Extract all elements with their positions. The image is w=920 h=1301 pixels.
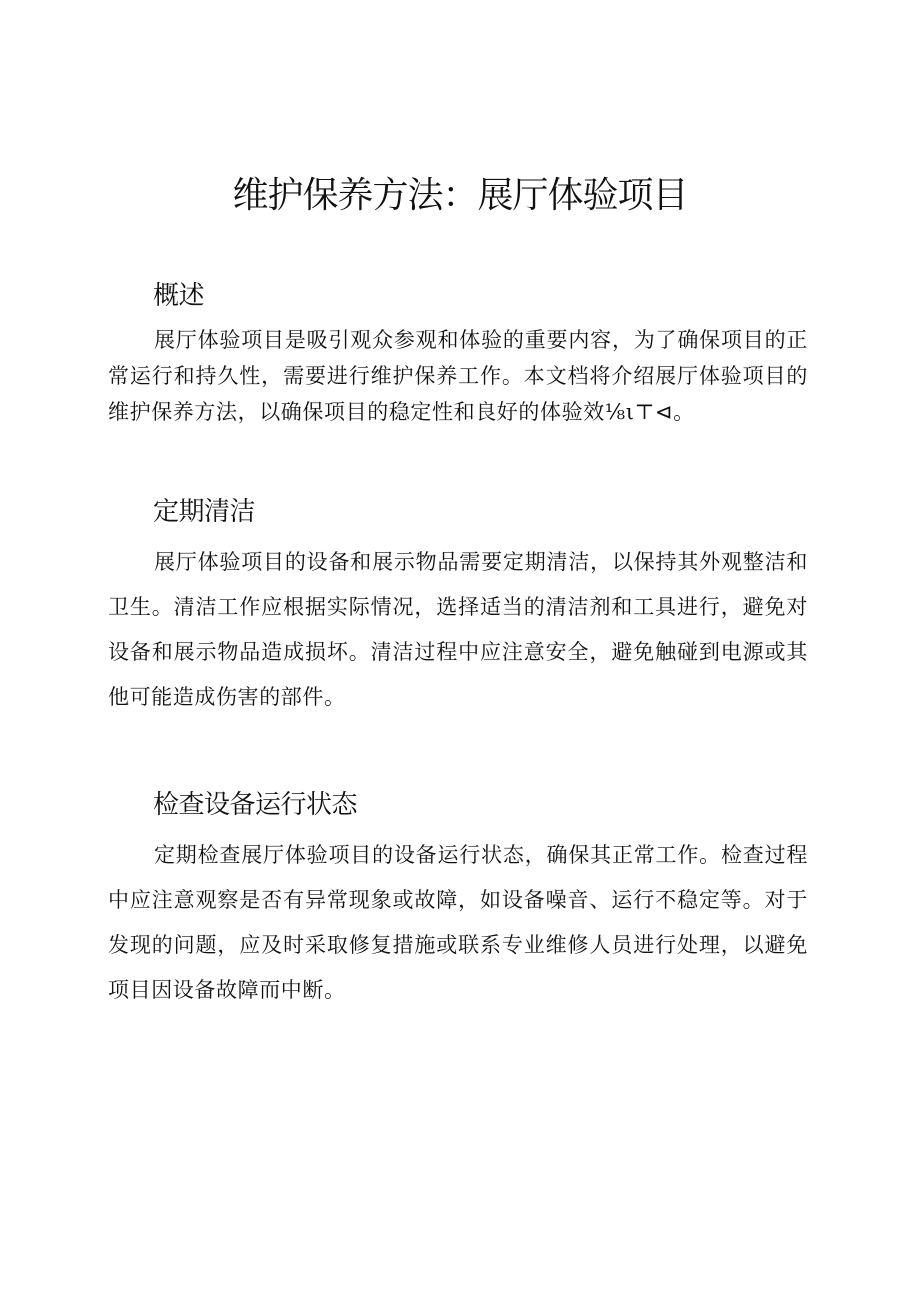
- section-body-regular-cleaning: 展厅体验项目的设备和展示物品需要定期清洁，以保持其外观整洁和卫生。清洁工作应根据实际情况，选择适当的清洁剂和工具进行，避免对设备和展示物品造成损坏。清洁过程中应注意安全，避免触碰到电源或其他可能造成伤害的部件。: [108, 550, 808, 709]
- section-overview: [108, 278, 808, 430]
- section-body-overview: 展厅体验项目是吸引观众参观和体验的重要内容，为了确保项目的正常运行和持久性，需要进行维护保养工作。本文档将介绍展厅体验项目的维护保养方法，以确保项目的稳定性和良好的体验效⅛ι⊤⊲。: [108, 328, 808, 424]
- section-heading-equipment-inspection: 检查设备运行状态: [153, 790, 358, 820]
- section-regular-cleaning: [108, 494, 808, 720]
- section-heading-overview: 概述: [153, 281, 205, 311]
- section-equipment-inspection: [108, 787, 808, 1013]
- section-body-equipment-inspection: 定期检查展厅体验项目的设备运行状态，确保其正常工作。检查过程中应注意观察是否有异常现象或故障，如设备噪音、运行不稳定等。对于发现的问题，应及时采取修复措施或联系专业维修人员进行处理，以避免项目因设备故障而中断。: [108, 843, 808, 1002]
- section-heading-regular-cleaning: 定期清洁: [153, 497, 256, 527]
- document-title: 维护保养方法：展厅体验项目: [232, 175, 688, 216]
